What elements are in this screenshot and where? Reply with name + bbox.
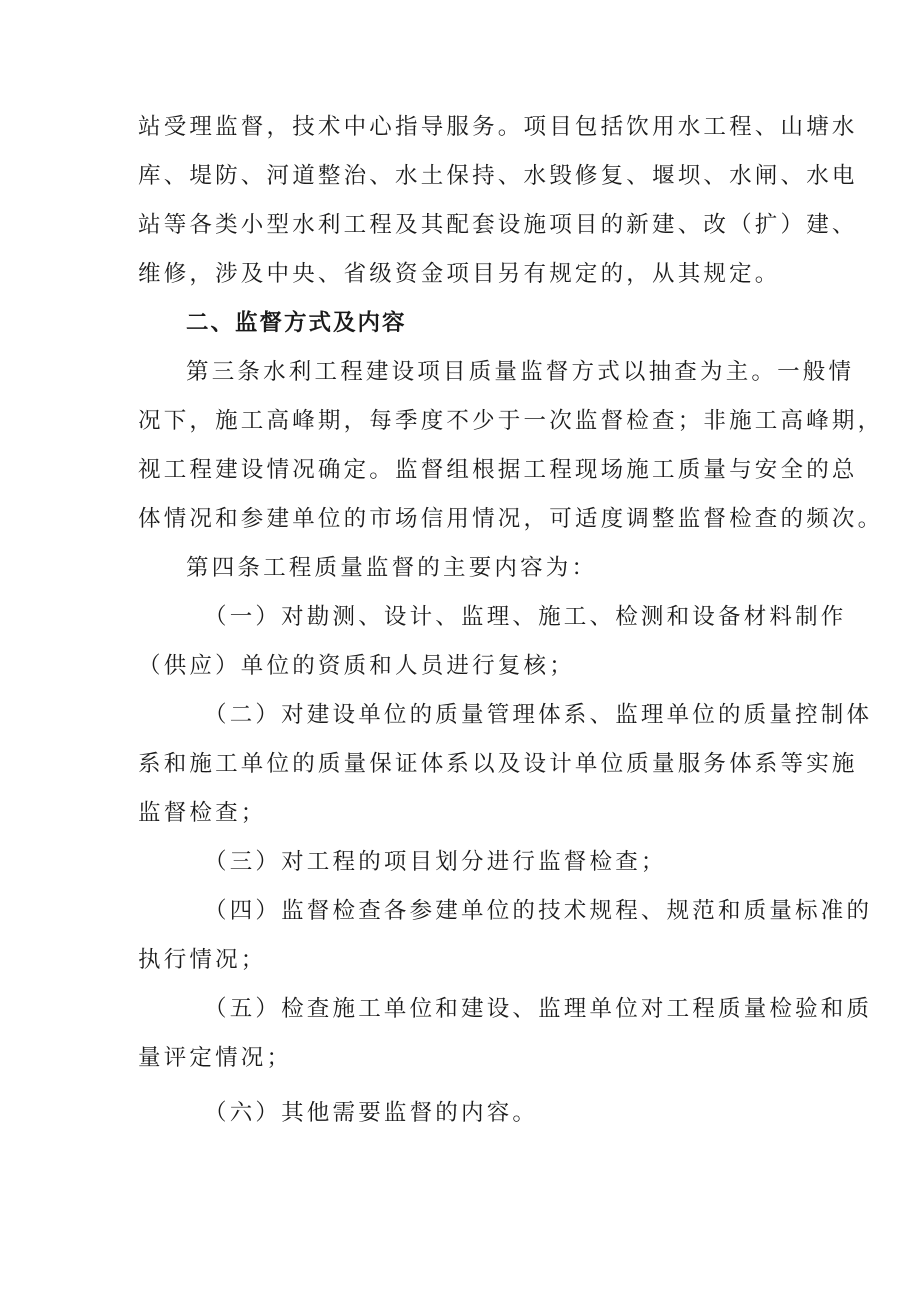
section-heading: 二、监督方式及内容 [186,310,407,336]
list-item-6: （六）其他需要监督的内容。 [204,1100,539,1126]
list-item-5-line: 量评定情况； [138,1045,293,1071]
list-item-1-line: （供应）单位的资质和人员进行复核； [138,653,575,679]
list-item-4-line: 执行情况； [138,947,267,973]
body-text-line: 库、堤防、河道整治、水土保持、水毁修复、堰坝、水闸、水电 [138,163,858,189]
list-item-4-line: （四）监督检查各参建单位的技术规程、规范和质量标准的 [204,898,873,924]
list-item-2-line: 监督检查； [138,800,267,826]
article-3-line: 况下，施工高峰期，每季度不少于一次监督检查；非施工高峰期， [138,408,884,434]
list-item-5-line: （五）检查施工单位和建设、监理单位对工程质量检验和质 [204,996,873,1022]
list-item-3: （三）对工程的项目划分进行监督检查； [204,849,667,875]
list-item-2-line: （二）对建设单位的质量管理体系、监理单位的质量控制体 [204,702,873,728]
article-3-line: 体情况和参建单位的市场信用情况，可适度调整监督检查的频次。 [138,506,884,532]
article-3-line: 第三条水利工程建设项目质量监督方式以抽查为主。一般情 [186,359,855,385]
article-3-line: 视工程建设情况确定。监督组根据工程现场施工质量与安全的总 [138,457,858,483]
body-text-line: 维修，涉及中央、省级资金项目另有规定的，从其规定。 [138,261,781,287]
article-4-intro: 第四条工程质量监督的主要内容为： [186,555,598,581]
list-item-2-line: 系和施工单位的质量保证体系以及设计单位质量服务体系等实施 [138,751,858,777]
body-text-line: 站等各类小型水利工程及其配套设施项目的新建、改（扩）建、 [138,212,858,238]
body-text-line: 站受理监督，技术中心指导服务。项目包括饮用水工程、山塘水 [138,114,858,140]
list-item-1-line: （一）对勘测、设计、监理、施工、检测和设备材料制作 [204,604,847,630]
